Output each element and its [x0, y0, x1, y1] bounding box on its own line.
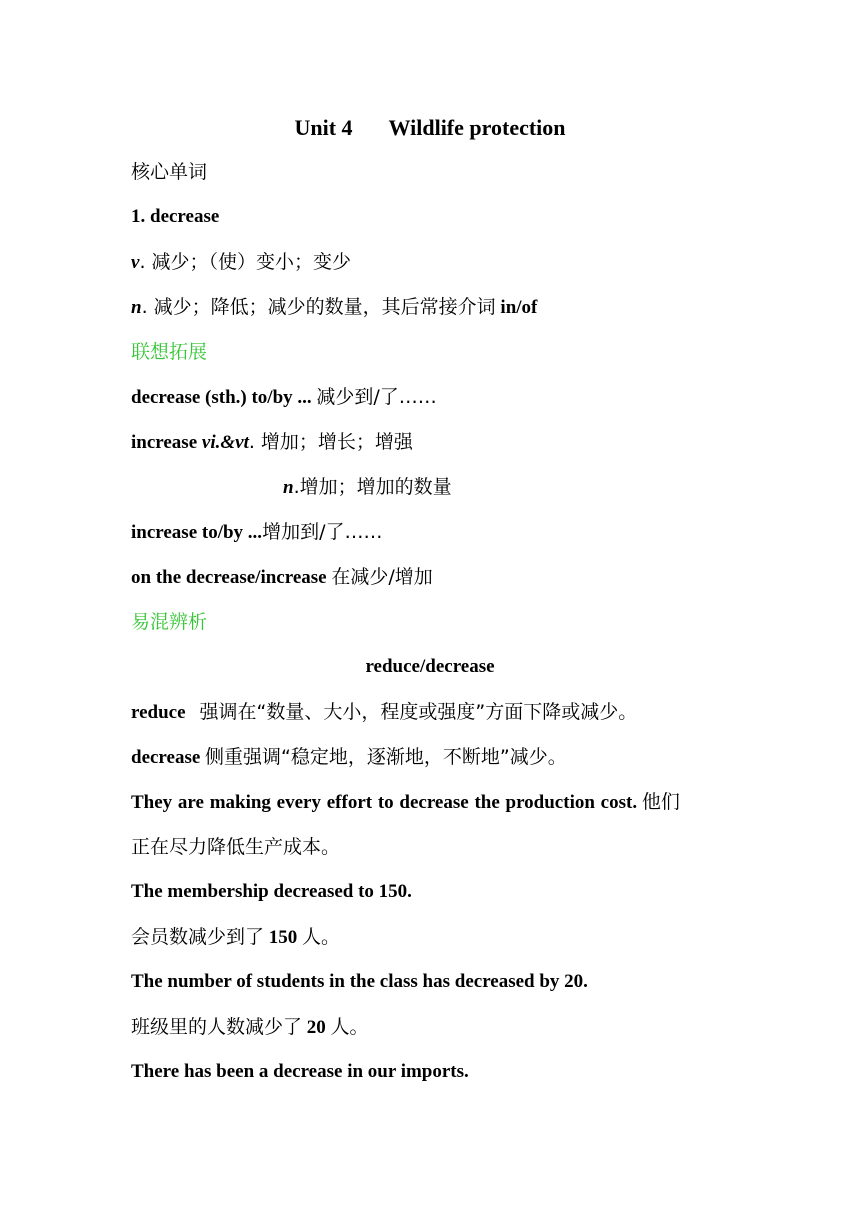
verb-def-text: . 减少；（使）变小；变少 [139, 251, 352, 273]
extend-line-1-cn: 减少到/了…… [316, 386, 437, 408]
extend-line-1 [131, 385, 437, 410]
noun-def-text: . 减少；降低；减少的数量，其后常接介词 [141, 296, 496, 318]
extend-line-3-cn: .增加；增加的数量 [293, 476, 452, 498]
extend-line-2-en: increase [131, 432, 198, 453]
extend-line-4-en: increase to/by ... [131, 522, 263, 543]
example-3-cn-num: 20 [306, 1017, 326, 1038]
example-3-cn-b: 人。 [330, 1016, 369, 1038]
example-3-cn-a: 班级里的人数减少了 [131, 1016, 303, 1038]
noun-definition [131, 295, 537, 320]
example-2-cn [131, 925, 340, 950]
example-2-cn-b: 人。 [302, 926, 341, 948]
example-2-en: The membership decreased to 150. [131, 881, 412, 902]
extend-line-3-pos: n [283, 477, 294, 498]
noun-pos: n [131, 297, 142, 318]
example-3-en: The number of students in the class has decreased by 20. [131, 971, 588, 992]
example-1-en: They are making every effort to decrease the production cost. [131, 792, 638, 813]
confuse-reduce-cn: 强调在“数量、大小，程度或强度”方面下降或减少。 [199, 701, 638, 723]
confuse-reduce [131, 700, 637, 725]
section-core-heading: 核心单词 [131, 161, 208, 183]
page-title [0, 115, 860, 141]
example-1 [131, 790, 680, 815]
title-unit: Unit 4 [294, 115, 353, 140]
section-confuse-heading: 易混辨析 [131, 611, 208, 633]
extend-line-2-pos: vi.&vt [201, 432, 249, 453]
confuse-decrease-cn: 侧重强调“稳定地，逐渐地，不断地”减少。 [205, 746, 567, 768]
extend-line-5-en: on the decrease/increase [131, 567, 327, 588]
example-2-cn-a: 会员数减少到了 [131, 926, 265, 948]
verb-definition [131, 250, 351, 275]
word-heading: 1. decrease [131, 206, 220, 227]
section-extend-heading: 联想拓展 [131, 341, 208, 363]
example-2-cn-num: 150 [268, 927, 298, 948]
confuse-decrease [131, 745, 567, 770]
example-4-en: There has been a decrease in our imports. [131, 1061, 469, 1082]
example-3-cn [131, 1015, 369, 1040]
extend-line-4-cn: 增加到/了…… [262, 521, 383, 543]
extend-line-3 [283, 475, 452, 500]
extend-line-2 [131, 430, 413, 455]
verb-pos: v [131, 252, 140, 273]
confuse-heading: reduce/decrease [365, 656, 495, 677]
extend-line-1-en: decrease (sth.) to/by ... [131, 387, 312, 408]
extend-line-5 [131, 565, 433, 590]
example-1-cn-a: 他们 [641, 791, 680, 813]
extend-line-2-cn: . 增加；增长；增强 [248, 431, 413, 453]
confuse-reduce-word: reduce [131, 702, 186, 723]
extend-line-5-cn: 在减少/增加 [331, 566, 433, 588]
example-1-cn-b: 正在尽力降低生产成本。 [131, 836, 341, 858]
title-topic: Wildlife protection [388, 115, 566, 140]
extend-line-4 [131, 520, 382, 545]
confuse-decrease-word: decrease [131, 747, 201, 768]
noun-def-prep: in/of [500, 297, 538, 318]
